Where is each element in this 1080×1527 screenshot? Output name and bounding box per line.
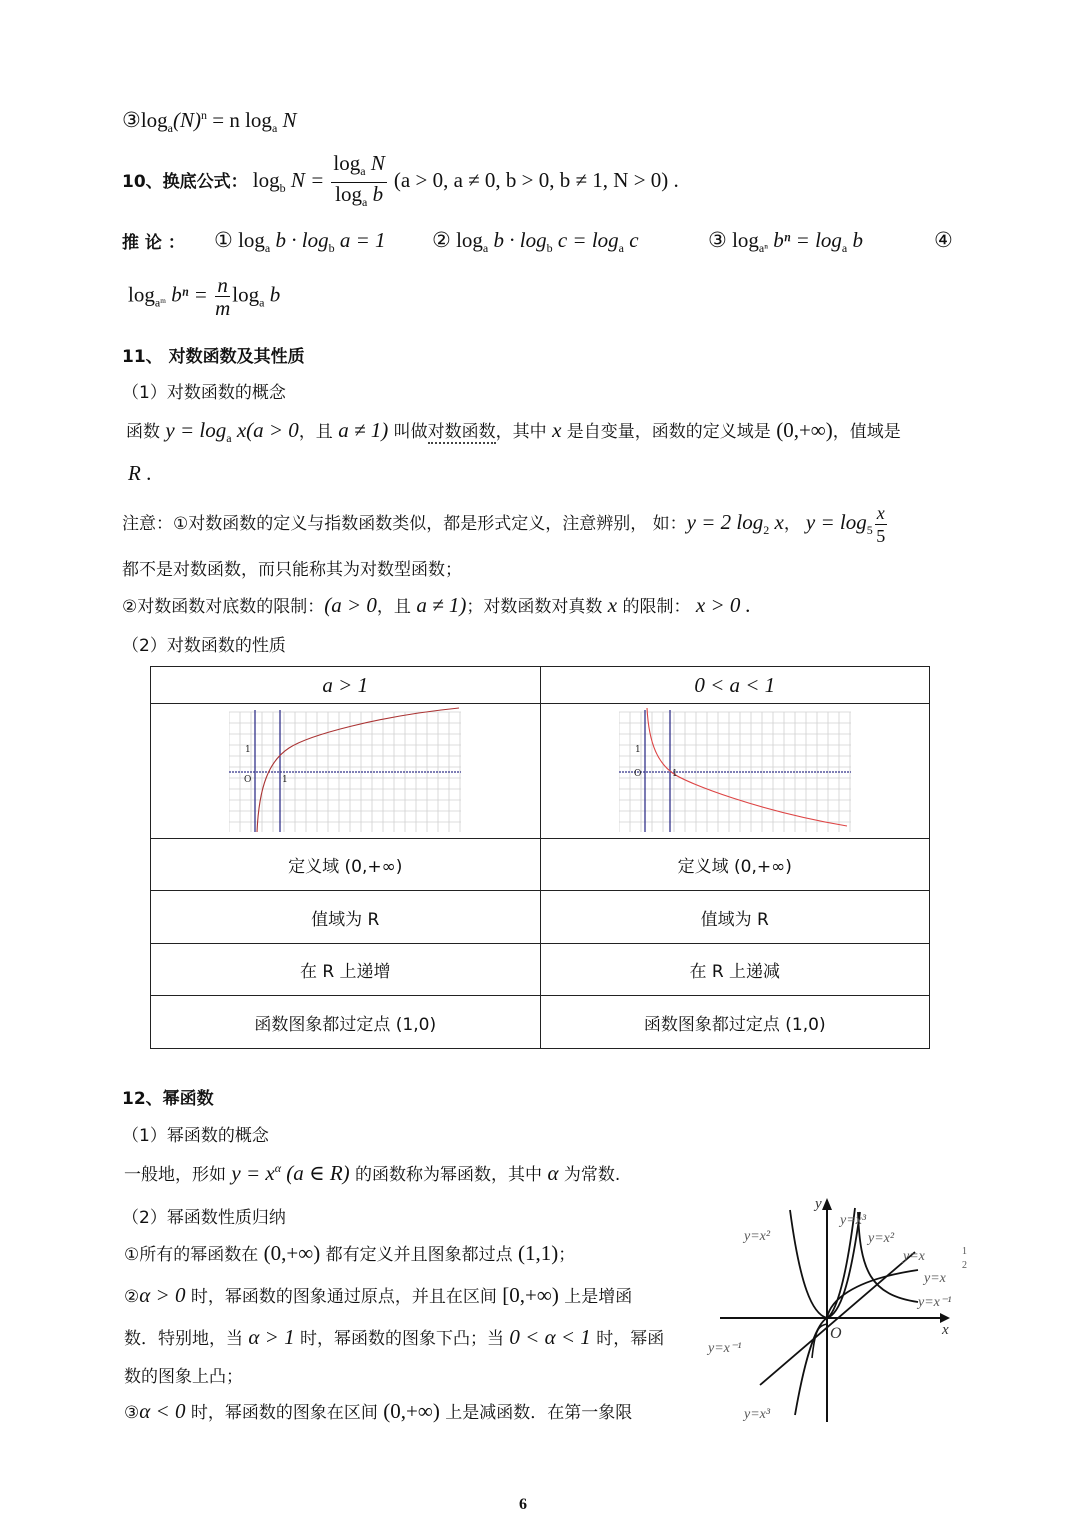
svg-text:x: x	[942, 1322, 949, 1338]
note-line-2: 都不是对数函数，而只能称其为对数型函数；	[122, 560, 462, 580]
domain-cell-left: 定义域 (0,+∞)	[151, 839, 541, 891]
section-11-sub2: （2）对数函数的性质	[122, 636, 286, 656]
svg-text:1: 1	[634, 745, 641, 755]
change-of-base-fraction: $\frac{\log_a N}{\log_a b}$	[333, 151, 385, 210]
svg-text:y: y	[815, 1196, 822, 1212]
domain-cell-right: 定义域 (0,+∞)	[540, 839, 930, 891]
table-header-a-lt-1: 0 < a < 1	[540, 667, 930, 704]
power-property-3: ③α < 0 时，幂函数的图象在区间 (0,+∞) 上是减函数．在第一象限	[124, 1399, 633, 1423]
monotonic-cell-left: 在 R 上递增	[151, 944, 541, 996]
svg-text:y=x³: y=x³	[744, 1407, 771, 1422]
log-function-definition: 函数 $y = \log_a x(a > 0$，且 a ≠ 1) 叫做对数函数，其中 x 是自变量，函数的定义域是 (0,+∞)，值域是	[126, 418, 901, 446]
fixed-point-cell-right: 函数图象都过定点 (1,0)	[540, 996, 930, 1049]
svg-text:y=x²: y=x²	[744, 1229, 771, 1244]
graph-increasing-cell	[151, 704, 541, 839]
corollary-line: 推 论 ： ① $\log_a b \cdot \log_b a = 1$ ② $\log_a b \cdot \log_b c = \log_a c$ ③ $\log_{a^n} b^n = \log_a b$ ④	[122, 228, 953, 256]
corollary-label: 推 论 ：	[122, 233, 185, 253]
range-cell-left: 值域为 R	[151, 891, 541, 944]
section-11-sub1: （1）对数函数的概念	[122, 383, 286, 403]
svg-text:y=x: y=x	[903, 1249, 925, 1264]
svg-text:O: O	[244, 775, 252, 785]
power-property-2: ②α > 0 时，幂函数的图象通过原点，并且在区间 [0,+∞) 上是增函	[124, 1283, 633, 1307]
log-graph-increasing	[229, 706, 461, 832]
corollary-4-formula: $\log_{aᵐ} b^n$ = $\frac{n}{m}$ $\log_a b$	[128, 273, 281, 320]
section-11-heading: 11、 对数函数及其性质	[122, 347, 305, 367]
svg-text:y=x⁻¹: y=x⁻¹	[708, 1341, 742, 1356]
log-graph-decreasing	[619, 706, 851, 832]
section-12-heading: 12、幂函数	[122, 1089, 214, 1109]
svg-text:1: 1	[962, 1246, 967, 1257]
svg-text:O: O	[633, 769, 642, 779]
svg-text:y=x²: y=x²	[868, 1231, 895, 1246]
page-number: 6	[519, 1496, 527, 1513]
power-function-graph	[700, 1190, 970, 1430]
section-12-sub1: （1）幂函数的概念	[122, 1126, 269, 1146]
monotonic-cell-right: 在 R 上递减	[540, 944, 930, 996]
svg-text:y=x³: y=x³	[840, 1213, 867, 1228]
power-property-2-cont: 数．特别地，当 α > 1 时，幂函数的图象下凸；当 0 < α < 1 时，幂函	[124, 1325, 665, 1349]
note-line-1: 注意：①对数函数的定义与指数函数类似，都是形式定义，注意辨别， 如：y = 2 $\log_2 x$， $y = \log_5$ $\frac{x}{5}$	[122, 503, 886, 546]
power-property-2-end: 数的图象上凸；	[124, 1367, 243, 1387]
svg-text:1: 1	[282, 775, 288, 785]
formula-log-power: $③\log_a(N)^n = n$ $\log_a N$	[122, 108, 297, 136]
section-12-sub2: （2）幂函数性质归纳	[122, 1208, 286, 1228]
section-10-heading: 10、换底公式：	[122, 172, 248, 193]
range-cell-right: 值域为 R	[540, 891, 930, 944]
graph-decreasing-cell	[540, 704, 930, 839]
svg-text:1: 1	[245, 745, 251, 755]
note-line-3: ②对数函数对底数的限制：(a > 0，且 a ≠ 1)；对数函数对真数 x 的限制： x > 0 .	[122, 593, 751, 617]
power-property-1: ①所有的幂函数在 (0,+∞) 都有定义并且图象都过点 (1,1)；	[124, 1241, 576, 1265]
fixed-point-cell-left: 函数图象都过定点 (1,0)	[151, 996, 541, 1049]
svg-text:O: O	[830, 1325, 842, 1342]
svg-text:1: 1	[671, 769, 678, 779]
log-properties-table	[150, 666, 930, 1049]
power-function-definition: 一般地，形如 $y = x^\alpha$ (a ∈ R) 的函数称为幂函数，其中 α 为常数.	[124, 1161, 621, 1185]
svg-text:y=x: y=x	[924, 1271, 946, 1286]
svg-text:2: 2	[962, 1260, 967, 1271]
table-header-a-gt-1: a > 1	[151, 667, 541, 704]
range-R: R .	[128, 461, 152, 485]
svg-text:y=x⁻¹: y=x⁻¹	[918, 1295, 952, 1310]
change-of-base-formula: 10、换底公式： $\log_b N$ = $\frac{\log_a N}{\log_a b}$ (a > 0, a ≠ 0, b > 0, b ≠ 1, N > 0) .	[122, 152, 679, 213]
